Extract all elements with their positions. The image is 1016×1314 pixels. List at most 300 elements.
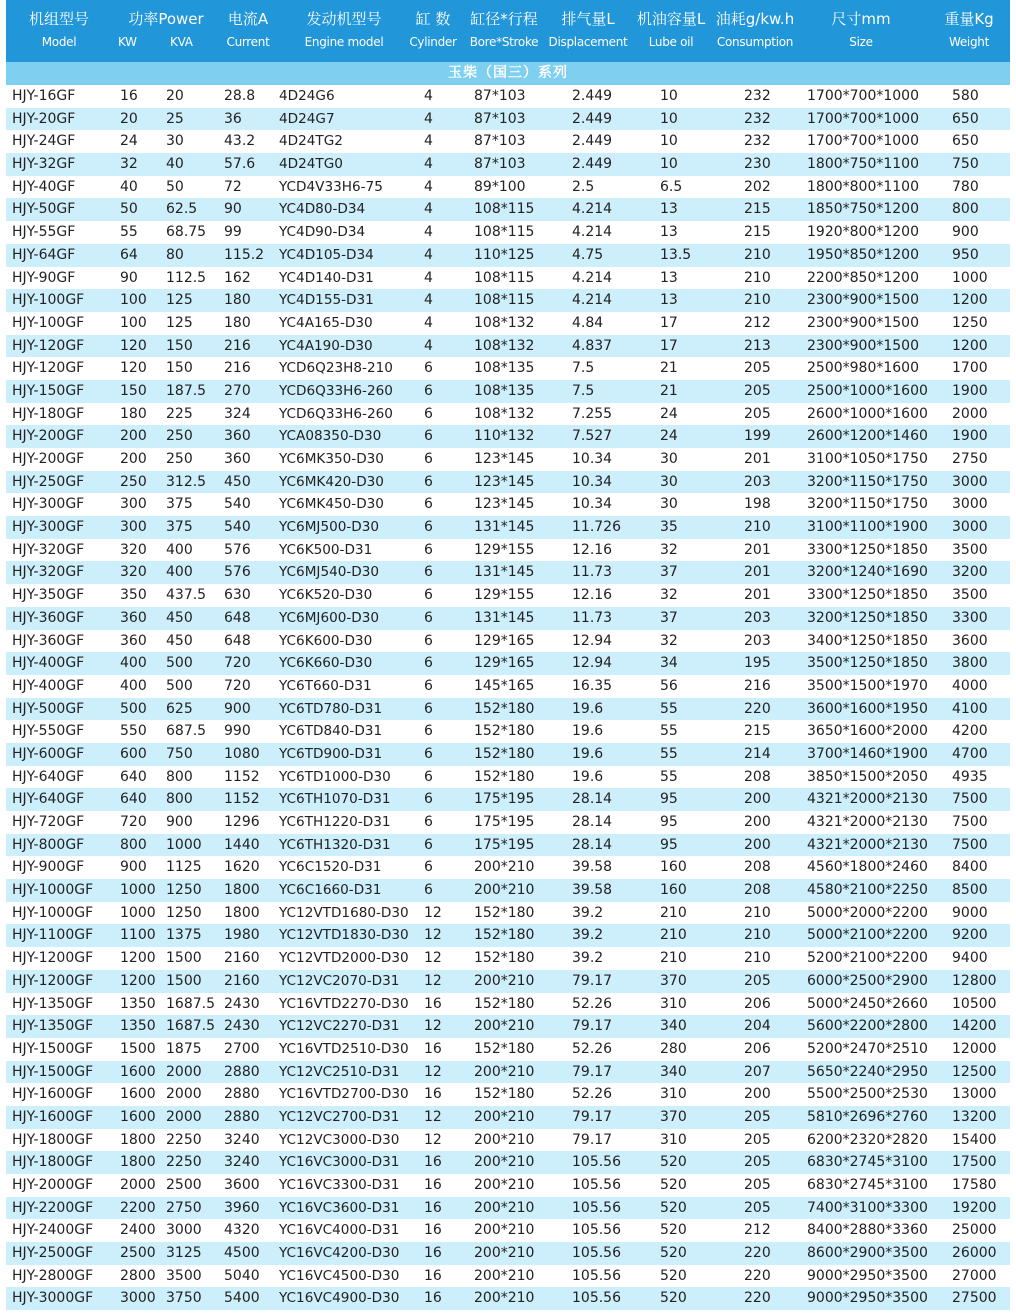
kva-cell: 1500 xyxy=(166,972,202,989)
table-row xyxy=(6,720,1010,743)
lube-oil-cell: 210 xyxy=(660,904,687,921)
model-cell: HJY-100GF xyxy=(12,292,85,309)
table-row xyxy=(6,471,1010,494)
lube-oil-cell: 10 xyxy=(660,156,678,173)
consumption-cell: 207 xyxy=(744,1063,771,1080)
current-cell: 1080 xyxy=(224,745,260,762)
header-lube-oil: 机油容量L Lube oil xyxy=(636,10,706,49)
kw-cell: 90 xyxy=(120,269,138,286)
engine-cell: 4D24TG0 xyxy=(279,156,343,173)
table-row xyxy=(6,198,1010,221)
consumption-cell: 205 xyxy=(744,1199,771,1216)
table-row xyxy=(6,1151,1010,1174)
weight-cell: 4100 xyxy=(952,700,988,717)
weight-cell: 1200 xyxy=(952,292,988,309)
current-cell: 1800 xyxy=(224,904,260,921)
engine-cell: YC16VC3000-D31 xyxy=(279,1154,400,1171)
table-row xyxy=(6,221,1010,244)
consumption-cell: 232 xyxy=(744,110,771,127)
current-cell: 90 xyxy=(224,201,242,218)
kw-cell: 250 xyxy=(120,473,147,490)
current-cell: 2430 xyxy=(224,995,260,1012)
bore-stroke-cell: 131*145 xyxy=(474,519,535,536)
engine-cell: YC12VTD1830-D30 xyxy=(279,927,409,944)
cylinder-cell: 6 xyxy=(424,655,433,672)
size-cell: 8400*2880*3360 xyxy=(807,1222,928,1239)
bore-stroke-cell: 152*180 xyxy=(474,927,535,944)
kw-cell: 1600 xyxy=(120,1108,156,1125)
consumption-cell: 204 xyxy=(744,1018,771,1035)
weight-cell: 8500 xyxy=(952,882,988,899)
table-row xyxy=(6,448,1010,471)
engine-cell: YC6C1520-D31 xyxy=(279,859,382,876)
displacement-cell: 4.214 xyxy=(572,201,613,218)
lube-oil-cell: 520 xyxy=(660,1290,687,1307)
kva-cell: 3750 xyxy=(166,1290,202,1307)
kva-cell: 225 xyxy=(166,405,193,422)
size-cell: 2500*1000*1600 xyxy=(807,382,928,399)
cylinder-cell: 16 xyxy=(424,1290,442,1307)
engine-cell: YC16VTD2510-D30 xyxy=(279,1040,409,1057)
engine-cell: YC16VC4200-D30 xyxy=(279,1245,400,1262)
current-cell: 99 xyxy=(224,224,242,241)
bore-stroke-cell: 152*180 xyxy=(474,745,535,762)
consumption-cell: 201 xyxy=(744,587,771,604)
weight-cell: 2750 xyxy=(952,451,988,467)
kva-cell: 500 xyxy=(166,655,193,672)
lube-oil-cell: 210 xyxy=(660,927,687,944)
size-cell: 4560*1800*2460 xyxy=(807,859,928,876)
cylinder-cell: 6 xyxy=(424,564,433,581)
displacement-cell: 79.17 xyxy=(572,1018,613,1035)
cylinder-cell: 6 xyxy=(424,632,433,649)
table-row xyxy=(6,630,1010,653)
displacement-cell: 19.6 xyxy=(572,745,604,762)
consumption-cell: 230 xyxy=(744,156,771,173)
consumption-cell: 205 xyxy=(744,1177,771,1193)
weight-cell: 15400 xyxy=(952,1131,997,1148)
current-cell: 36 xyxy=(224,110,242,127)
consumption-cell: 205 xyxy=(744,360,771,377)
current-cell: 3600 xyxy=(224,1177,260,1193)
engine-cell: YC6TH1320-D31 xyxy=(279,836,391,853)
model-cell: HJY-1600GF xyxy=(12,1108,94,1125)
weight-cell: 900 xyxy=(952,224,979,241)
model-cell: HJY-2400GF xyxy=(12,1222,94,1239)
engine-cell: YCD6Q33H6-260 xyxy=(279,382,393,399)
displacement-cell: 105.56 xyxy=(572,1177,621,1193)
table-row xyxy=(6,1197,1010,1220)
size-cell: 1800*750*1100 xyxy=(807,156,919,173)
table-row xyxy=(6,856,1010,879)
current-cell: 540 xyxy=(224,496,251,513)
model-cell: HJY-2200GF xyxy=(12,1199,94,1216)
bore-stroke-cell: 175*195 xyxy=(474,791,535,808)
bore-stroke-cell: 87*103 xyxy=(474,133,526,150)
kva-cell: 80 xyxy=(166,246,184,263)
model-cell: HJY-200GF xyxy=(12,428,85,445)
lube-oil-cell: 280 xyxy=(660,1040,687,1057)
kva-cell: 1250 xyxy=(166,904,202,921)
table-row xyxy=(6,1015,1010,1038)
cylinder-cell: 6 xyxy=(424,609,433,626)
kva-cell: 50 xyxy=(166,178,184,195)
lube-oil-cell: 13.5 xyxy=(660,246,692,263)
table-row xyxy=(6,902,1010,925)
table-row xyxy=(6,153,1010,176)
weight-cell: 3000 xyxy=(952,473,988,490)
current-cell: 2880 xyxy=(224,1063,260,1080)
consumption-cell: 210 xyxy=(744,904,771,921)
bore-stroke-cell: 200*210 xyxy=(474,1222,535,1239)
engine-cell: YC12VC2070-D31 xyxy=(279,972,400,989)
displacement-cell: 4.75 xyxy=(572,246,604,263)
size-cell: 3300*1250*1850 xyxy=(807,541,928,558)
model-cell: HJY-1600GF xyxy=(12,1086,94,1103)
kva-cell: 125 xyxy=(166,292,193,309)
consumption-cell: 205 xyxy=(744,972,771,989)
engine-cell: YCD4V33H6-75 xyxy=(279,178,383,195)
kva-cell: 1125 xyxy=(166,859,202,876)
consumption-cell: 200 xyxy=(744,791,771,808)
weight-cell: 9400 xyxy=(952,950,988,967)
kw-cell: 1600 xyxy=(120,1063,156,1080)
kw-cell: 360 xyxy=(120,609,147,626)
bore-stroke-cell: 152*180 xyxy=(474,768,535,785)
bore-stroke-cell: 200*210 xyxy=(474,1131,535,1148)
weight-cell: 3200 xyxy=(952,564,988,581)
consumption-cell: 220 xyxy=(744,1267,771,1284)
current-cell: 576 xyxy=(224,541,251,558)
model-cell: HJY-1800GF xyxy=(12,1131,94,1148)
table-row xyxy=(6,1265,1010,1288)
consumption-cell: 210 xyxy=(744,269,771,286)
model-cell: HJY-120GF xyxy=(12,337,85,354)
weight-cell: 12500 xyxy=(952,1063,997,1080)
displacement-cell: 52.26 xyxy=(572,1086,613,1103)
size-cell: 5000*2000*2200 xyxy=(807,904,928,921)
displacement-cell: 105.56 xyxy=(572,1199,621,1216)
cylinder-cell: 4 xyxy=(424,156,433,173)
size-cell: 3100*1050*1750 xyxy=(807,451,928,467)
cylinder-cell: 6 xyxy=(424,882,433,899)
displacement-cell: 16.35 xyxy=(572,677,613,694)
weight-cell: 13000 xyxy=(952,1086,997,1103)
model-cell: HJY-320GF xyxy=(12,564,85,581)
cylinder-cell: 6 xyxy=(424,768,433,785)
kva-cell: 1687.5 xyxy=(166,995,215,1012)
model-cell: HJY-1500GF xyxy=(12,1063,94,1080)
engine-cell: YC4D105-D34 xyxy=(279,246,374,263)
kw-cell: 1000 xyxy=(120,882,156,899)
table-row xyxy=(6,244,1010,267)
cylinder-cell: 6 xyxy=(424,405,433,422)
table-row xyxy=(6,85,1010,108)
engine-cell: YC16VC4900-D30 xyxy=(279,1290,400,1307)
current-cell: 990 xyxy=(224,723,251,740)
engine-cell: YC6TH1070-D31 xyxy=(279,791,391,808)
displacement-cell: 19.6 xyxy=(572,723,604,740)
header-model: 机组型号 Model xyxy=(28,10,89,49)
lube-oil-cell: 21 xyxy=(660,360,678,377)
bore-stroke-cell: 200*210 xyxy=(474,859,535,876)
lube-oil-cell: 10 xyxy=(660,133,678,150)
bore-stroke-cell: 123*145 xyxy=(474,473,535,490)
size-cell: 2500*980*1600 xyxy=(807,360,919,377)
weight-cell: 12800 xyxy=(952,972,997,989)
table-row xyxy=(6,267,1010,290)
kw-cell: 1800 xyxy=(120,1154,156,1171)
size-cell: 3700*1460*1900 xyxy=(807,745,928,762)
current-cell: 43.2 xyxy=(224,133,256,150)
consumption-cell: 212 xyxy=(744,1222,771,1239)
kw-cell: 1350 xyxy=(120,995,156,1012)
current-cell: 720 xyxy=(224,677,251,694)
current-cell: 324 xyxy=(224,405,251,422)
engine-cell: YC6K500-D31 xyxy=(279,541,373,558)
model-cell: HJY-600GF xyxy=(12,745,85,762)
size-cell: 1800*800*1100 xyxy=(807,178,919,195)
table-row xyxy=(6,516,1010,539)
size-cell: 5200*2470*2510 xyxy=(807,1040,928,1057)
engine-cell: YC6TD780-D31 xyxy=(279,700,383,717)
kva-cell: 450 xyxy=(166,632,193,649)
consumption-cell: 200 xyxy=(744,1086,771,1103)
weight-cell: 3600 xyxy=(952,632,988,649)
current-cell: 3240 xyxy=(224,1131,260,1148)
bore-stroke-cell: 108*115 xyxy=(474,269,535,286)
kva-cell: 2750 xyxy=(166,1199,202,1216)
displacement-cell: 39.2 xyxy=(572,950,604,967)
displacement-cell: 7.527 xyxy=(572,428,613,445)
bore-stroke-cell: 145*165 xyxy=(474,677,535,694)
bore-stroke-cell: 200*210 xyxy=(474,1290,535,1307)
bore-stroke-cell: 129*165 xyxy=(474,655,535,672)
cylinder-cell: 16 xyxy=(424,995,442,1012)
displacement-cell: 10.34 xyxy=(572,473,613,490)
kw-cell: 120 xyxy=(120,360,147,377)
lube-oil-cell: 13 xyxy=(660,201,678,218)
bore-stroke-cell: 152*180 xyxy=(474,1086,535,1103)
consumption-cell: 203 xyxy=(744,609,771,626)
kva-cell: 1000 xyxy=(166,836,202,853)
kva-cell: 312.5 xyxy=(166,473,207,490)
bore-stroke-cell: 175*195 xyxy=(474,836,535,853)
bore-stroke-cell: 152*180 xyxy=(474,950,535,967)
current-cell: 450 xyxy=(224,473,251,490)
weight-cell: 1900 xyxy=(952,382,988,399)
lube-oil-cell: 340 xyxy=(660,1018,687,1035)
cylinder-cell: 4 xyxy=(424,337,433,354)
kva-cell: 2500 xyxy=(166,1177,202,1193)
weight-cell: 8400 xyxy=(952,859,988,876)
current-cell: 630 xyxy=(224,587,251,604)
kw-cell: 1000 xyxy=(120,904,156,921)
weight-cell: 3000 xyxy=(952,519,988,536)
cylinder-cell: 16 xyxy=(424,1222,442,1239)
kva-cell: 375 xyxy=(166,496,193,513)
cylinder-cell: 6 xyxy=(424,473,433,490)
kw-cell: 50 xyxy=(120,201,138,218)
header-displacement: 排气量L Displacement xyxy=(548,10,628,49)
table-row xyxy=(6,1129,1010,1152)
cylinder-cell: 16 xyxy=(424,1177,442,1193)
kw-cell: 16 xyxy=(120,88,138,104)
weight-cell: 650 xyxy=(952,133,979,150)
table-row xyxy=(6,834,1010,857)
size-cell: 3100*1100*1900 xyxy=(807,519,928,536)
bore-stroke-cell: 200*210 xyxy=(474,1177,535,1193)
model-cell: HJY-800GF xyxy=(12,836,85,853)
weight-cell: 750 xyxy=(952,156,979,173)
size-cell: 6200*2320*2820 xyxy=(807,1131,928,1148)
kw-cell: 55 xyxy=(120,224,138,241)
kva-cell: 30 xyxy=(166,133,184,150)
displacement-cell: 19.6 xyxy=(572,700,604,717)
consumption-cell: 215 xyxy=(744,201,771,218)
current-cell: 4320 xyxy=(224,1222,260,1239)
consumption-cell: 232 xyxy=(744,133,771,150)
model-cell: HJY-180GF xyxy=(12,405,85,422)
consumption-cell: 200 xyxy=(744,836,771,853)
current-cell: 216 xyxy=(224,360,251,377)
size-cell: 6830*2745*3100 xyxy=(807,1177,928,1193)
kw-cell: 32 xyxy=(120,156,138,173)
consumption-cell: 201 xyxy=(744,451,771,467)
kw-cell: 500 xyxy=(120,700,147,717)
lube-oil-cell: 21 xyxy=(660,382,678,399)
displacement-cell: 4.84 xyxy=(572,314,604,331)
lube-oil-cell: 310 xyxy=(660,995,687,1012)
lube-oil-cell: 17 xyxy=(660,337,678,354)
model-cell: HJY-2000GF xyxy=(12,1177,94,1193)
current-cell: 576 xyxy=(224,564,251,581)
consumption-cell: 210 xyxy=(744,927,771,944)
table-row xyxy=(6,289,1010,312)
consumption-cell: 205 xyxy=(744,382,771,399)
displacement-cell: 12.94 xyxy=(572,632,613,649)
consumption-cell: 213 xyxy=(744,337,771,354)
model-cell: HJY-720GF xyxy=(12,814,85,830)
model-cell: HJY-120GF xyxy=(12,360,85,377)
kw-cell: 320 xyxy=(120,541,147,558)
lube-oil-cell: 370 xyxy=(660,1108,687,1125)
header-consumption: 油耗g/kw.h Consumption xyxy=(715,10,795,49)
kva-cell: 1500 xyxy=(166,950,202,967)
consumption-cell: 206 xyxy=(744,1040,771,1057)
model-cell: HJY-300GF xyxy=(12,519,85,536)
bore-stroke-cell: 200*210 xyxy=(474,1267,535,1284)
weight-cell: 4935 xyxy=(952,768,988,785)
model-cell: HJY-1800GF xyxy=(12,1154,94,1171)
kw-cell: 800 xyxy=(120,836,147,853)
kw-cell: 2500 xyxy=(120,1245,156,1262)
model-cell: HJY-2800GF xyxy=(12,1267,94,1284)
table-row xyxy=(6,539,1010,562)
kva-cell: 1375 xyxy=(166,927,202,944)
lube-oil-cell: 95 xyxy=(660,791,678,808)
weight-cell: 12000 xyxy=(952,1040,997,1057)
current-cell: 2880 xyxy=(224,1108,260,1125)
current-cell: 1296 xyxy=(224,814,260,830)
displacement-cell: 28.14 xyxy=(572,836,613,853)
current-cell: 720 xyxy=(224,655,251,672)
header-power: 功率Power KW KVA xyxy=(118,10,204,49)
size-cell: 2300*900*1500 xyxy=(807,292,919,309)
lube-oil-cell: 24 xyxy=(660,405,678,422)
current-cell: 1980 xyxy=(224,927,260,944)
engine-cell: 4D24G6 xyxy=(279,88,335,104)
displacement-cell: 7.255 xyxy=(572,405,613,422)
bore-stroke-cell: 110*125 xyxy=(474,246,535,263)
bore-stroke-cell: 129*155 xyxy=(474,587,535,604)
lube-oil-cell: 30 xyxy=(660,473,678,490)
size-cell: 1700*700*1000 xyxy=(807,133,919,150)
displacement-cell: 11.726 xyxy=(572,519,621,536)
kw-cell: 300 xyxy=(120,496,147,513)
lube-oil-cell: 30 xyxy=(660,451,678,467)
kw-cell: 640 xyxy=(120,791,147,808)
model-cell: HJY-50GF xyxy=(12,201,76,218)
consumption-cell: 206 xyxy=(744,995,771,1012)
model-cell: HJY-1350GF xyxy=(12,1018,94,1035)
bore-stroke-cell: 131*145 xyxy=(474,564,535,581)
cylinder-cell: 6 xyxy=(424,496,433,513)
bore-stroke-cell: 200*210 xyxy=(474,972,535,989)
current-cell: 216 xyxy=(224,337,251,354)
weight-cell: 17500 xyxy=(952,1154,997,1171)
engine-cell: YC6MJ540-D30 xyxy=(279,564,380,581)
size-cell: 2200*850*1200 xyxy=(807,269,919,286)
table-row xyxy=(6,993,1010,1016)
kva-cell: 150 xyxy=(166,337,193,354)
displacement-cell: 19.6 xyxy=(572,768,604,785)
cylinder-cell: 6 xyxy=(424,723,433,740)
cylinder-cell: 6 xyxy=(424,677,433,694)
current-cell: 540 xyxy=(224,519,251,536)
lube-oil-cell: 35 xyxy=(660,519,678,536)
engine-cell: YC16VTD2700-D30 xyxy=(279,1086,409,1103)
model-cell: HJY-640GF xyxy=(12,791,85,808)
weight-cell: 3000 xyxy=(952,496,988,513)
size-cell: 7400*3100*3300 xyxy=(807,1199,928,1216)
table-row xyxy=(6,1038,1010,1061)
table-row xyxy=(6,1287,1010,1310)
displacement-cell: 2.449 xyxy=(572,110,613,127)
bore-stroke-cell: 87*103 xyxy=(474,88,526,104)
current-cell: 4500 xyxy=(224,1245,260,1262)
current-cell: 2160 xyxy=(224,972,260,989)
displacement-cell: 11.73 xyxy=(572,564,613,581)
consumption-cell: 220 xyxy=(744,700,771,717)
table-row xyxy=(6,1061,1010,1084)
table-row xyxy=(6,924,1010,947)
kw-cell: 1200 xyxy=(120,950,156,967)
cylinder-cell: 6 xyxy=(424,791,433,808)
engine-cell: YC6K600-D30 xyxy=(279,632,373,649)
bore-stroke-cell: 175*195 xyxy=(474,814,535,830)
size-cell: 8600*2900*3500 xyxy=(807,1245,928,1262)
table-row xyxy=(6,130,1010,153)
consumption-cell: 210 xyxy=(744,246,771,263)
engine-cell: YC4D80-D34 xyxy=(279,201,366,218)
table-row xyxy=(6,811,1010,834)
consumption-cell: 215 xyxy=(744,723,771,740)
kw-cell: 120 xyxy=(120,337,147,354)
engine-cell: YC6C1660-D31 xyxy=(279,882,382,899)
kva-cell: 750 xyxy=(166,745,193,762)
engine-cell: YCD6Q33H6-260 xyxy=(279,405,393,422)
